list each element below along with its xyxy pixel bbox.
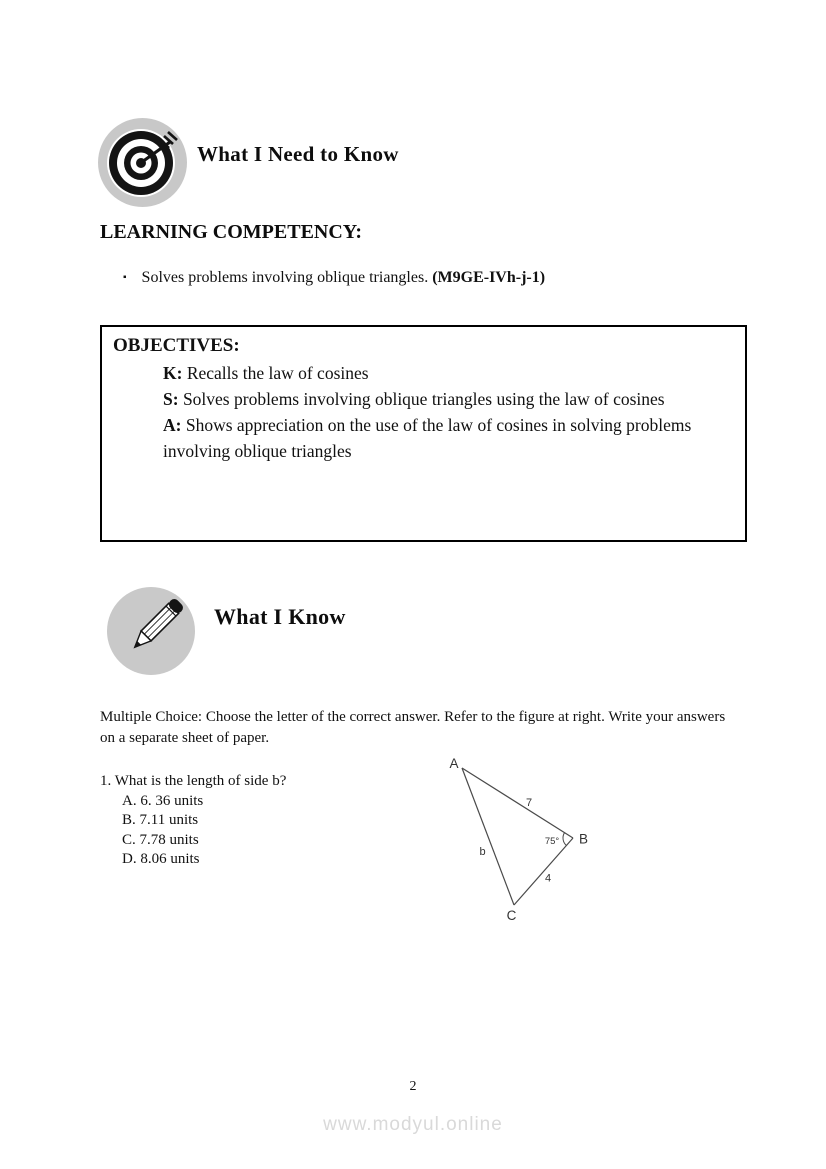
competency-item	[123, 269, 545, 287]
page-number: 2	[409, 1079, 417, 1094]
choice-d: D. 8.06 units	[122, 851, 200, 867]
target-icon	[97, 117, 188, 213]
vertex-c-label: C	[506, 908, 517, 923]
objective-s: S: Solves problems involving oblique triangles using the law of cosines	[163, 389, 665, 409]
vertex-a-label: A	[449, 756, 459, 771]
section2-title: What I Know	[214, 604, 346, 629]
vertex-b-label: B	[578, 831, 589, 847]
question-1	[100, 772, 286, 870]
question-text: 1. What is the length of side b?	[100, 773, 287, 789]
pencil-icon	[106, 586, 196, 681]
objectives-heading: OBJECTIVES:	[113, 335, 240, 356]
choice-b: B. 7.11 units	[122, 812, 199, 828]
side-ac-label: b	[479, 846, 486, 858]
angle-b-label: 75°	[544, 836, 560, 847]
competency-text: Solves problems involving oblique triangles. (M9GE-IVh-j-1)	[141, 269, 546, 286]
objectives-box	[100, 325, 747, 542]
angle-arc	[563, 833, 566, 846]
watermark-text: www.modyul.online	[323, 1114, 503, 1135]
instructions-text: Multiple Choice: Choose the letter of the correct answer. Refer to the figure at right. Write your answers on a separate sheet of paper.	[100, 709, 726, 746]
triangle-figure	[440, 748, 610, 933]
objective-a: A: Shows appreciation on the use of the law of cosines in solving problems involving oblique triangles	[163, 415, 692, 461]
learning-competency-heading: LEARNING COMPETENCY:	[100, 221, 363, 243]
square-bullet-icon: ▪	[123, 272, 127, 283]
section1-title: What I Need to Know	[197, 142, 399, 166]
choice-c: C. 7.78 units	[122, 831, 199, 848]
choice-a: A. 6. 36 units	[122, 792, 204, 809]
side-bc-label: 4	[544, 872, 552, 885]
side-ab-label: 7	[525, 797, 533, 809]
competency-code: (M9GE-IVh-j-1)	[432, 269, 546, 286]
objective-k: K: Recalls the law of cosines	[163, 363, 369, 383]
